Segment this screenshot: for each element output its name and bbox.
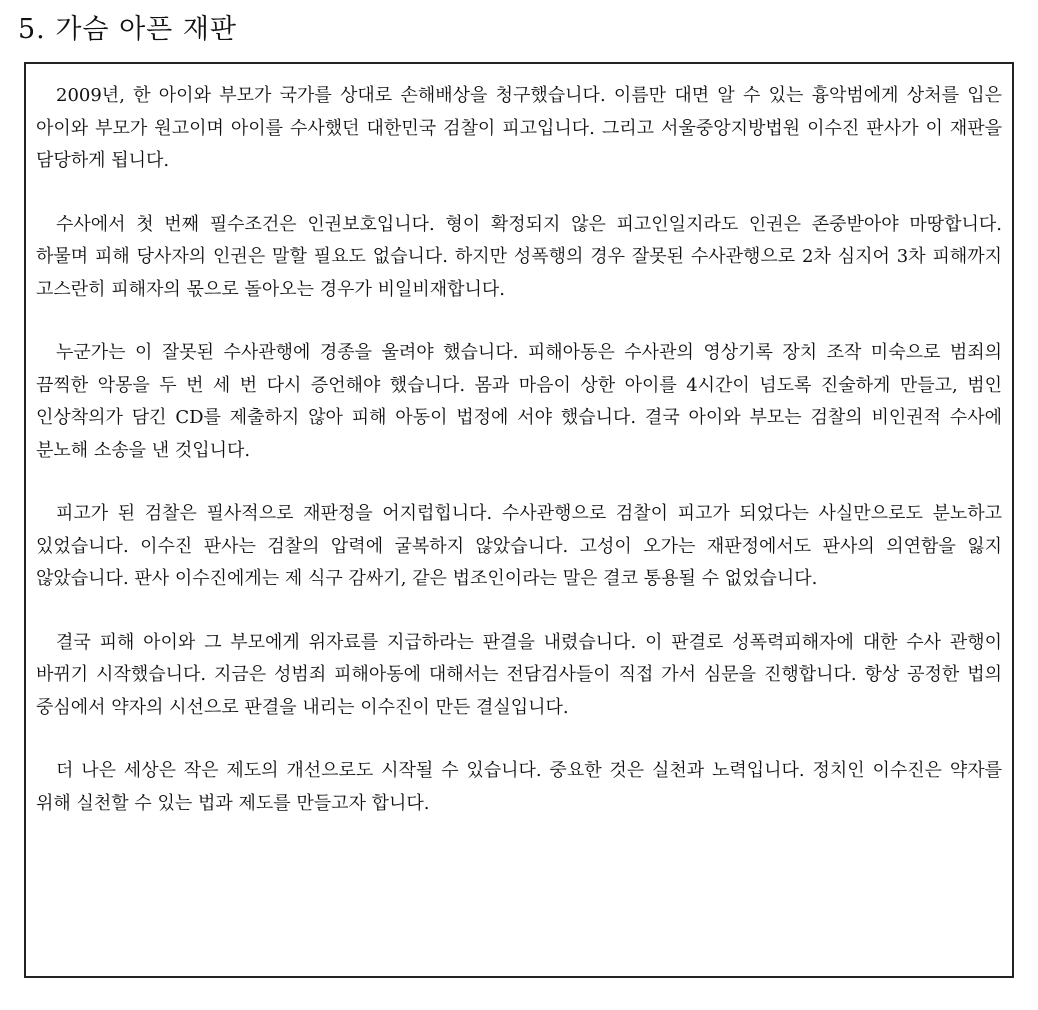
paragraph-2: 수사에서 첫 번째 필수조건은 인권보호입니다. 형이 확정되지 않은 피고인일지라도 인권은 존중받아야 마땅합니다. 하물며 피해 당사자의 인권은 말할 필요도 없습니다. 하지만 성폭행의 경우 잘못된 수사관행으로 2차 심지어 3차 피해까지 고스란히 피해자의 몫으로 돌아오는 경우가 비일비재합니다. bbox=[36, 213, 1002, 300]
paragraph-4: 피고가 된 검찰은 필사적으로 재판정을 어지럽힙니다. 수사관행으로 검찰이 피고가 되었다는 사실만으로도 분노하고 있었습니다. 이수진 판사는 검찰의 압력에 굴복하지 않았습니다. 고성이 오가는 재판정에서도 판사의 의연함을 잃지 않았습니다. 판사 이수진에게는 제 식구 감싸기, 같은 법조인이라는 말은 결코 통용될 수 없었습니다. bbox=[36, 503, 1002, 589]
page-title: 5. 가슴 아픈 재판 bbox=[18, 14, 238, 45]
paragraph-3: 누군가는 이 잘못된 수사관행에 경종을 울려야 했습니다. 피해아동은 수사관의 영상기록 장치 조작 미숙으로 범죄의 끔찍한 악몽을 두 번 세 번 다시 증언해야 했습니다. 몸과 마음이 상한 아이를 4시간이 넘도록 진술하게 만들고, 범인 인상착의가 담긴 CD를 제출하지 않아 피해 아동이 법정에 서야 했습니다. 결국 아이와 부모는 검찰의 비인권적 수사에 분노해 소송을 낸 것입니다. bbox=[36, 342, 1002, 461]
paragraph-5: 결국 피해 아이와 그 부모에게 위자료를 지급하라는 판결을 내렸습니다. 이 판결로 성폭력피해자에 대한 수사 관행이 바뀌기 시작했습니다. 지금은 성범죄 피해아동에 대해서는 전담검사들이 직접 가서 심문을 진행합니다. 항상 공정한 법의 중심에서 약자의 시선으로 판결을 내리는 이수진이 만든 결실입니다. bbox=[36, 631, 1002, 718]
article-box bbox=[24, 62, 1014, 978]
paragraph-6: 더 나은 세상은 작은 제도의 개선으로도 시작될 수 있습니다. 중요한 것은 실천과 노력입니다. 정치인 이수진은 약자를 위해 실천할 수 있는 법과 제도를 만들고자 합니다. bbox=[36, 760, 1002, 814]
paragraph-1: 2009년, 한 아이와 부모가 국가를 상대로 손해배상을 청구했습니다. 이름만 대면 알 수 있는 흉악범에게 상처를 입은 아이와 부모가 원고이며 아이를 수사했던 대한민국 검찰이 피고입니다. 그리고 서울중앙지방법원 이수진 판사가 이 재판을 담당하게 됩니다. bbox=[36, 85, 1002, 171]
